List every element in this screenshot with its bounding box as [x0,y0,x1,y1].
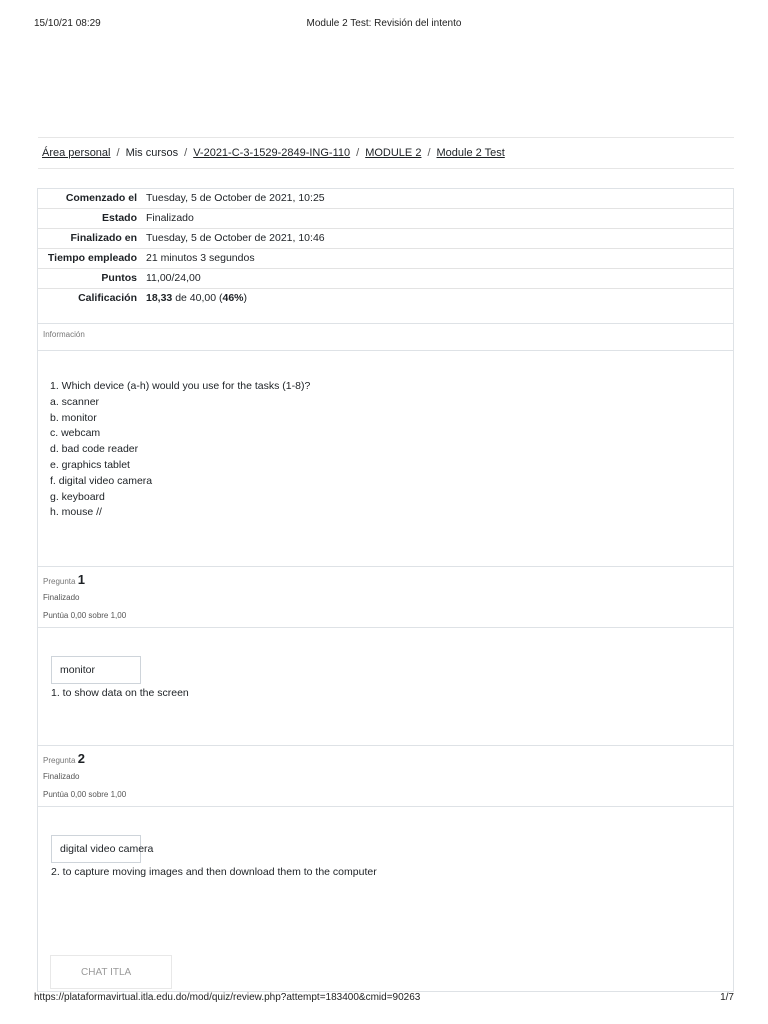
question-label: Pregunta [43,756,76,765]
summary-row-grade [38,289,733,309]
question-mark: Puntúa 0,00 sobre 1,00 [43,611,127,620]
question-number: 1 [77,572,85,587]
answer-select-1[interactable]: monitor [51,656,141,684]
attempt-summary [37,188,734,324]
info-heading-box [37,323,734,351]
summary-row-state [38,209,733,229]
question-label: Pregunta [43,577,76,586]
info-line: a. scanner [50,395,100,408]
info-line: g. keyboard [50,490,105,503]
summary-value: Tuesday, 5 de October de 2021, 10:25 [146,192,325,204]
info-line: 1. Which device (a-h) would you use for the tasks (1-8)? [50,380,311,392]
breadcrumb-separator: / [116,147,120,159]
summary-row-started [38,189,733,209]
summary-value: Tuesday, 5 de October de 2021, 10:46 [146,232,325,244]
print-url: https://plataformavirtual.itla.edu.do/mod/quiz/review.php?attempt=183400&cmid=90263 [34,992,421,1003]
summary-value: Finalizado [146,212,194,224]
breadcrumb-separator: / [184,147,188,159]
info-content [37,350,734,567]
question-state: Finalizado [43,593,80,602]
info-line: b. monitor [50,411,97,424]
grade-percent: 46% [222,292,244,304]
breadcrumb-separator: / [427,147,431,159]
chat-button[interactable]: CHAT ITLA [50,955,172,989]
summary-label: Calificación [78,292,137,304]
question-text: 2. to capture moving images and then download them to the computer [51,866,377,878]
question-1-content [37,627,734,746]
print-date: 15/10/21 08:29 [34,18,101,29]
summary-value: 11,00/24,00 [146,272,201,284]
breadcrumb-mis-cursos: Mis cursos [125,147,179,159]
summary-value: 21 minutos 3 segundos [146,252,255,264]
question-number: 2 [77,751,85,766]
answer-select-2[interactable]: digital video camera [51,835,141,863]
info-line: d. bad code reader [50,443,139,456]
summary-row-points [38,269,733,289]
breadcrumb-module[interactable]: MODULE 2 [365,147,422,159]
print-title: Module 2 Test: Revisión del intento [306,18,462,29]
question-2-info [37,745,734,807]
summary-label: Tiempo empleado [47,252,137,264]
info-line: h. mouse // [50,506,102,519]
info-line: c. webcam [50,427,101,440]
breadcrumb-quiz[interactable]: Module 2 Test [436,147,505,159]
summary-label: Finalizado en [70,232,137,244]
breadcrumb-area-personal[interactable]: Área personal [42,147,111,159]
grade-score: 18,33 [146,292,173,304]
info-line: e. graphics tablet [50,458,130,471]
summary-row-finished [38,229,733,249]
question-mark: Puntúa 0,00 sobre 1,00 [43,790,127,799]
print-page-count: 1/7 [720,992,734,1003]
print-footer [34,992,734,1006]
summary-label: Comenzado el [65,192,137,204]
breadcrumb-separator: / [356,147,360,159]
breadcrumb-course[interactable]: V-2021-C-3-1529-2849-ING-110 [193,147,351,159]
question-1-info [37,566,734,628]
question-text: 1. to show data on the screen [51,687,189,699]
summary-row-time [38,249,733,269]
grade-value: 18,33 de 40,00 (46%) [146,292,248,304]
summary-label: Estado [101,212,137,224]
question-state: Finalizado [43,772,80,781]
attempt-summary-table [38,189,733,308]
print-header [34,18,734,32]
breadcrumb [38,137,734,169]
info-line: f. digital video camera [50,474,153,487]
grade-of: de 40,00 [175,292,217,304]
summary-label: Puntos [101,272,137,284]
info-heading: Información [43,330,85,339]
